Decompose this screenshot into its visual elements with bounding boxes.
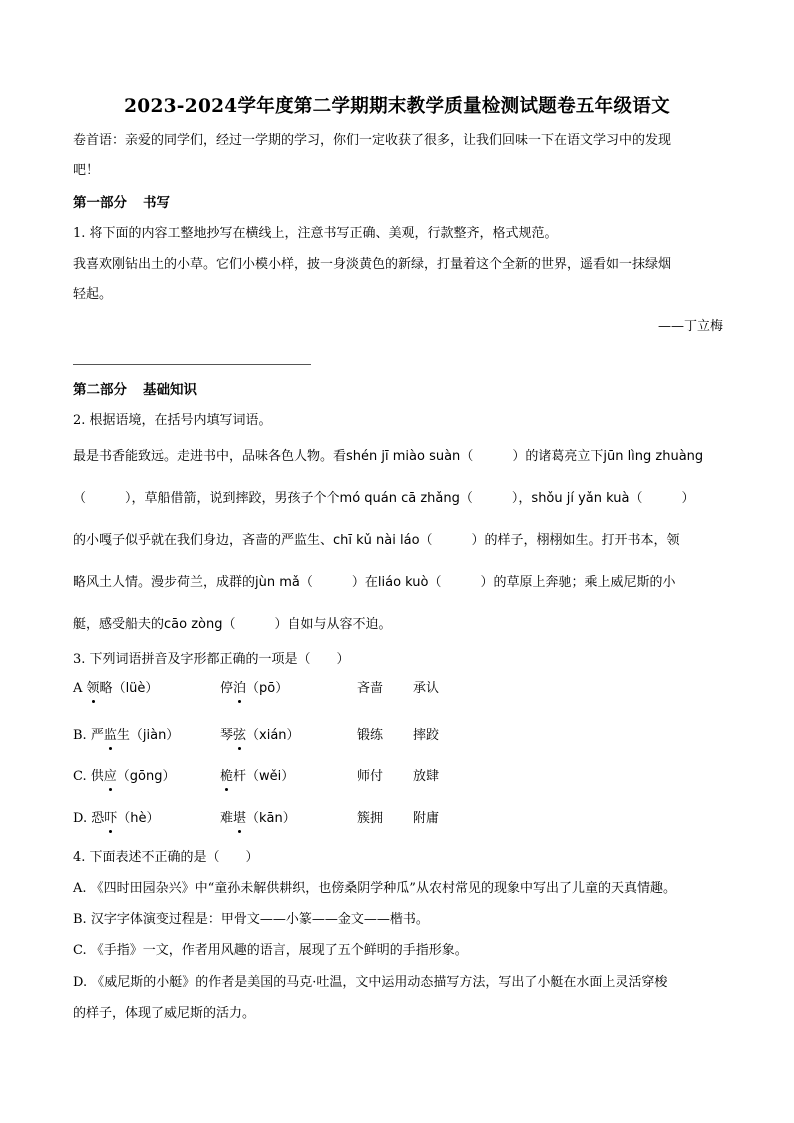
q1-author: ——丁立梅 bbox=[657, 319, 723, 334]
q3-word-text: 生 bbox=[116, 728, 130, 743]
q3-pinyin: （xián） bbox=[246, 728, 300, 743]
answer-blank[interactable]: （ ） bbox=[419, 533, 485, 548]
q3-option-word-1 bbox=[73, 768, 176, 786]
answer-blank[interactable]: （ ） bbox=[73, 491, 132, 506]
q2-text: 的草原上奔驰；乘上威尼斯的小 bbox=[493, 575, 676, 590]
part1-heading-number: 第一部分 bbox=[73, 195, 127, 211]
q2-text: 艇，感受船夫的 bbox=[73, 617, 165, 632]
q3-word-text: 略 bbox=[99, 681, 113, 696]
pinyin-prompt: cāo zòng bbox=[164, 617, 223, 632]
q3-word-text: 恐 bbox=[91, 811, 105, 826]
q3-word-text: 琴 bbox=[220, 728, 234, 743]
q3-option-label[interactable]: C. bbox=[73, 769, 87, 784]
q3-word-text: 师付 bbox=[357, 769, 384, 784]
q1-passage-line-1: 我喜欢刚钻出土的小草。它们小模小样，披一身淡黄色的新绿，打量着这个全新的世界，遥看如一抹绿烟 bbox=[73, 257, 672, 272]
q3-word-text: 严 bbox=[90, 728, 104, 743]
part1-heading-title: 书写 bbox=[143, 195, 170, 211]
q3-dotted-char: 领 bbox=[86, 681, 100, 696]
q1-writing-line[interactable] bbox=[73, 364, 311, 365]
q2-line-3 bbox=[73, 532, 723, 550]
q2-text: ，草船借箭，说到摔跤，男孩子个个 bbox=[131, 491, 340, 506]
q2-line-5 bbox=[73, 616, 723, 634]
q3-option-word-2 bbox=[220, 680, 288, 698]
part2-heading-number: 第二部分 bbox=[73, 382, 127, 398]
q3-word-text: 停 bbox=[220, 681, 234, 696]
q4-option-c[interactable]: C. 《手指》一文，作者用风趣的语言，展现了五个鲜明的手指形象。 bbox=[73, 943, 468, 958]
q3-word-text: 摔跤 bbox=[413, 728, 440, 743]
q3-option-word-2 bbox=[220, 810, 296, 828]
q4-prompt: 4. 下面表述不正确的是（ ） bbox=[73, 850, 259, 865]
q2-text: 的小嘎子似乎就在我们身边，吝啬的严监生、 bbox=[73, 533, 334, 548]
q2-text: 略风土人情。漫步荷兰，成群的 bbox=[73, 575, 256, 590]
q3-pinyin: （lüè） bbox=[112, 681, 159, 696]
q3-option-word-1 bbox=[73, 727, 179, 745]
q3-option-word-1 bbox=[73, 810, 160, 828]
q3-dotted-char: 应 bbox=[103, 769, 117, 784]
part1-heading bbox=[73, 194, 723, 212]
q3-pinyin: （hè） bbox=[117, 811, 160, 826]
q2-text: 的诸葛亮立下 bbox=[525, 449, 604, 464]
q4-option-a[interactable]: A. 《四时田园杂兴》中“童孙未解供耕织，也傍桑阴学种瓜”从农村常见的现象中写出了儿童的天真情趣。 bbox=[73, 881, 676, 896]
q2-text: ， bbox=[518, 491, 532, 506]
q2-line-2 bbox=[73, 490, 723, 508]
q2-line-1 bbox=[73, 448, 723, 466]
q3-dotted-char: 桅 bbox=[220, 769, 234, 784]
q3-dotted-char: 堪 bbox=[233, 811, 247, 826]
q3-option-label[interactable]: B. bbox=[73, 728, 87, 743]
q3-option-label[interactable]: A bbox=[73, 681, 83, 696]
q4-option-d-line-2: 的样子，体现了威尼斯的活力。 bbox=[73, 1006, 256, 1021]
q3-prompt: 3. 下列词语拼音及字形都正确的一项是（ ） bbox=[73, 652, 350, 667]
answer-blank[interactable]: （ ） bbox=[460, 449, 526, 464]
pinyin-prompt: liáo kuò bbox=[377, 575, 429, 590]
q2-line-4 bbox=[73, 574, 723, 592]
pinyin-prompt: shén jī miào suàn bbox=[346, 449, 461, 464]
q3-option-word-4 bbox=[413, 680, 439, 698]
q1-prompt: 1. 将下面的内容工整地抄写在横线上，注意书写正确、美观，行款整齐，格式规范。 bbox=[73, 226, 558, 241]
answer-blank[interactable]: （ ） bbox=[299, 575, 365, 590]
q3-word-text: 簇拥 bbox=[357, 811, 384, 826]
q3-word-text: 难 bbox=[220, 811, 234, 826]
q3-word-text: 附庸 bbox=[413, 811, 440, 826]
q3-word-text: 放肆 bbox=[413, 769, 440, 784]
answer-blank[interactable]: （ ） bbox=[459, 491, 519, 506]
answer-blank[interactable]: （ ） bbox=[428, 575, 494, 590]
q3-dotted-char: 监 bbox=[103, 728, 117, 743]
pinyin-prompt: mó quán cā zhǎng bbox=[339, 491, 460, 506]
answer-blank[interactable]: （ ） bbox=[222, 617, 288, 632]
pinyin-prompt: shǒu jí yǎn kuà bbox=[531, 491, 630, 506]
q3-option-word-4 bbox=[413, 727, 439, 745]
q3-dotted-char: 弦 bbox=[233, 728, 247, 743]
q3-option-label[interactable]: D. bbox=[73, 811, 88, 826]
q3-option-word-2 bbox=[220, 727, 300, 745]
answer-blank[interactable]: （ ） bbox=[629, 491, 695, 506]
q3-pinyin: （pō） bbox=[246, 681, 289, 696]
part2-heading bbox=[73, 381, 723, 399]
q3-word-text: 吝啬 bbox=[357, 681, 384, 696]
q3-option-word-3 bbox=[357, 768, 383, 786]
q3-pinyin: （jiàn） bbox=[129, 728, 180, 743]
q2-text: 的样子，栩栩如生。打开书本，领 bbox=[484, 533, 680, 548]
q3-option-word-4 bbox=[413, 810, 439, 828]
q3-option-word-3 bbox=[357, 810, 383, 828]
q3-option-word-3 bbox=[357, 680, 383, 698]
pinyin-prompt: jùn mǎ bbox=[255, 575, 300, 590]
q2-text: 最是书香能致远。走进书中，品味各色人物。看 bbox=[73, 449, 347, 464]
q2-prompt: 2. 根据语境，在括号内填写词语。 bbox=[73, 413, 272, 428]
part2-heading-title: 基础知识 bbox=[143, 382, 197, 398]
q3-word-text: 供 bbox=[90, 769, 104, 784]
q3-word-text: 锻练 bbox=[357, 728, 384, 743]
pinyin-prompt: jūn lìng zhuàng bbox=[603, 449, 704, 464]
intro-line-2: 吧！ bbox=[73, 163, 100, 178]
q3-option-word-3 bbox=[357, 727, 383, 745]
q3-option-word-2 bbox=[220, 768, 294, 786]
pinyin-prompt: chī kǔ nài láo bbox=[333, 533, 420, 548]
q3-pinyin: （gōng） bbox=[116, 769, 176, 784]
intro-line-1: 卷首语：亲爱的同学们，经过一学期的学习，你们一定收获了很多，让我们回味一下在语文学习中的发现 bbox=[73, 133, 672, 148]
q3-word-text: 杆 bbox=[233, 769, 247, 784]
q3-word-text: 承认 bbox=[413, 681, 440, 696]
q3-option-word-4 bbox=[413, 768, 439, 786]
q3-pinyin: （wěi） bbox=[246, 769, 295, 784]
q3-dotted-char: 吓 bbox=[104, 811, 118, 826]
q4-option-d[interactable]: D. 《威尼斯的小艇》的作者是美国的马克·吐温，文中运用动态描写方法，写出了小艇在水面上灵活穿梭 bbox=[73, 975, 668, 990]
q3-pinyin: （kān） bbox=[246, 811, 296, 826]
q4-option-b[interactable]: B. 汉字字体演变过程是：甲骨文——小篆——金文——楷书。 bbox=[73, 912, 429, 927]
q2-text: 在 bbox=[364, 575, 378, 590]
page-title: 2023-2024学年度第二学期期末教学质量检测试题卷五年级语文 bbox=[124, 96, 670, 117]
q2-text: 自如与从容不迫。 bbox=[287, 617, 392, 632]
q1-passage-line-2: 轻起。 bbox=[73, 287, 113, 302]
q3-dotted-char: 泊 bbox=[233, 681, 247, 696]
q3-option-word-1 bbox=[73, 680, 158, 698]
